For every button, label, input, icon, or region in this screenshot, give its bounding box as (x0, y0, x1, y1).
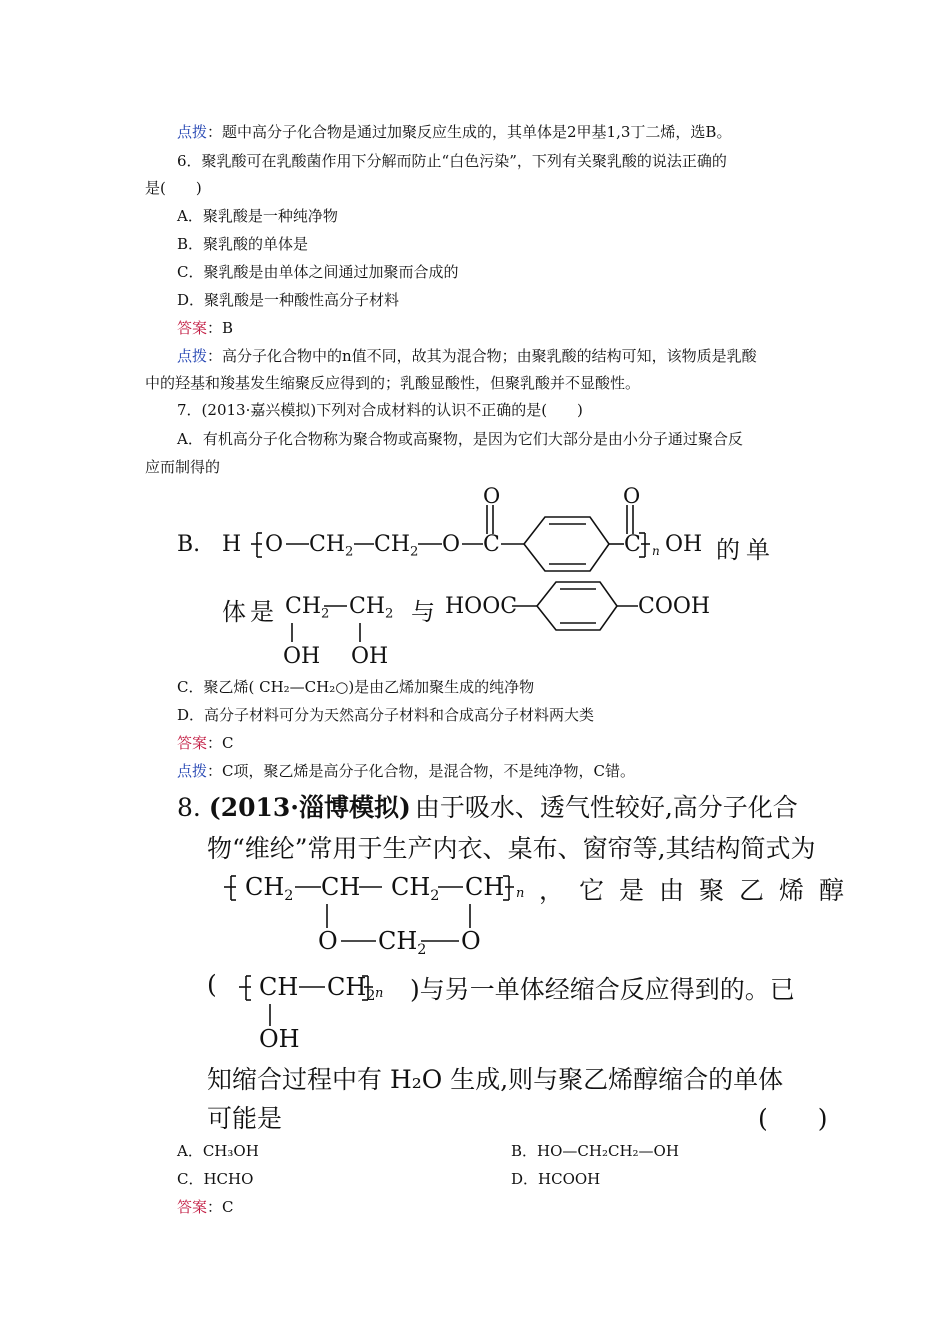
tip-label: 点拨 (177, 123, 208, 141)
q8-stem-line2: 物“维纶”常用于生产内衣、桌布、窗帘等,其结构简式为 (207, 834, 816, 863)
group-ch2: $CH_2$ (327, 973, 376, 1005)
paren-open: ( (207, 970, 217, 999)
q8-stem-text: 由于吸水、透气性较好,高分子化合 (414, 793, 798, 822)
carbonyl-oxygen: O (483, 484, 501, 508)
q6-stem-line1: 6．聚乳酸可在乳酸菌作用下分解而防止“白色污染”，下列有关聚乳酸的说法正确的 (177, 152, 727, 170)
q8-stem-line4: 可能是 (207, 1104, 283, 1133)
q8-answer (177, 1197, 234, 1217)
q6-option-c: C．聚乳酸是由单体之间通过加聚而合成的 (177, 263, 459, 281)
answer-label: 答案 (177, 734, 208, 752)
q7-stem: 7．(2013·嘉兴模拟)下列对合成材料的认识不正确的是( ) (177, 401, 583, 419)
q8-option-d: D．HCOOH (511, 1170, 601, 1188)
subscript-n: n (652, 544, 660, 558)
option-b-text: 的单 (716, 536, 776, 564)
answer-text: ：C (207, 734, 234, 752)
q6-tip-line2: 中的羟基和羧基发生缩聚反应得到的；乳酸显酸性，但聚乳酸并不显酸性。 (145, 374, 641, 392)
option-b-text: 与 (411, 598, 435, 626)
atom-o: O (442, 532, 461, 557)
group-ch2: $CH_2$ (285, 594, 330, 622)
tip-text: ：题中高分子化合物是通过加聚反应生成的，其单体是2甲基1,3丁二烯，选B。 (207, 123, 732, 141)
group-ch2: $CH_2$ (391, 873, 440, 905)
subscript-n: n (375, 986, 384, 1001)
q8-answer-blank: ( ) (758, 1104, 828, 1133)
q7-option-d: D．高分子材料可分为天然高分子材料和合成高分子材料两大类 (177, 706, 595, 724)
group-cooh: COOH (638, 594, 711, 619)
group-ch2: $CH_2$ (349, 594, 394, 622)
q6-option-a: A．聚乳酸是一种纯净物 (177, 207, 338, 225)
tip-text: ：高分子化合物中的n值不同，故其为混合物；由聚乳酸的结构可知，该物质是乳酸 (207, 347, 757, 365)
q7-option-a-line2: 应而制得的 (145, 458, 221, 476)
q6-option-b: B．聚乳酸的单体是 (177, 235, 309, 253)
q7-option-c: C．聚乙烯( CH₂—CH₂○)是由乙烯加聚生成的纯净物 (177, 678, 535, 696)
answer-text: ：B (207, 319, 234, 337)
q8-source: (2013·淄博模拟) (208, 793, 411, 822)
q8-option-a: A．CH₃OH (177, 1142, 259, 1160)
group-ch: CH (321, 873, 361, 901)
group-ch: CH (465, 873, 505, 901)
q7-option-a-line1: A．有机高分子化合物称为聚合物或高聚物，是因为它们大部分是由小分子通过聚合反 (177, 430, 743, 448)
atom-c: C (624, 532, 641, 557)
q8-paren-tail: )与另一单体经缩合反应得到的。已 (410, 975, 795, 1004)
group-oh: OH (665, 532, 703, 557)
q6-option-d: D．聚乳酸是一种酸性高分子材料 (177, 291, 400, 309)
tip-label: 点拨 (177, 347, 208, 365)
atom-o: O (318, 927, 338, 955)
tip-label: 点拨 (177, 762, 208, 780)
group-hooc: HOOC (445, 594, 518, 619)
q8-option-b: B．HO—CH₂CH₂—OH (511, 1142, 679, 1160)
group-oh: OH (283, 644, 321, 669)
atom-o: O (265, 532, 284, 557)
carbonyl-oxygen: O (623, 484, 641, 508)
q8-option-c: C．HCHO (177, 1170, 254, 1188)
atom-o: O (461, 927, 481, 955)
group-oh: OH (351, 644, 389, 669)
atom-h: H (222, 532, 242, 557)
q8-structure-text: ，它是由聚乙烯醇 (539, 876, 860, 905)
option-b-text: 体是 (222, 598, 278, 626)
tip-text: ：C项，聚乙烯是高分子化合物，是混合物，不是纯净物，C错。 (207, 762, 635, 780)
q8-number: 8. (177, 793, 201, 822)
q7-option-b-label: B. (177, 532, 201, 557)
atom-c: C (483, 532, 500, 557)
q6-stem-line2: 是( ) (145, 179, 202, 197)
group-ch2: $CH_2$ (374, 532, 419, 560)
answer-label: 答案 (177, 1198, 208, 1216)
group-ch2: $CH_2$ (378, 927, 427, 959)
group-oh: OH (259, 1025, 300, 1053)
q8-stem-line3: 知缩合过程中有 H₂O 生成,则与聚乙烯醇缩合的单体 (207, 1065, 784, 1094)
group-ch2: $CH_2$ (309, 532, 354, 560)
group-ch2: $CH_2$ (245, 873, 294, 905)
group-ch: CH (259, 973, 299, 1001)
answer-text: ：C (207, 1198, 234, 1216)
subscript-n: n (516, 886, 525, 901)
answer-label: 答案 (177, 319, 208, 337)
